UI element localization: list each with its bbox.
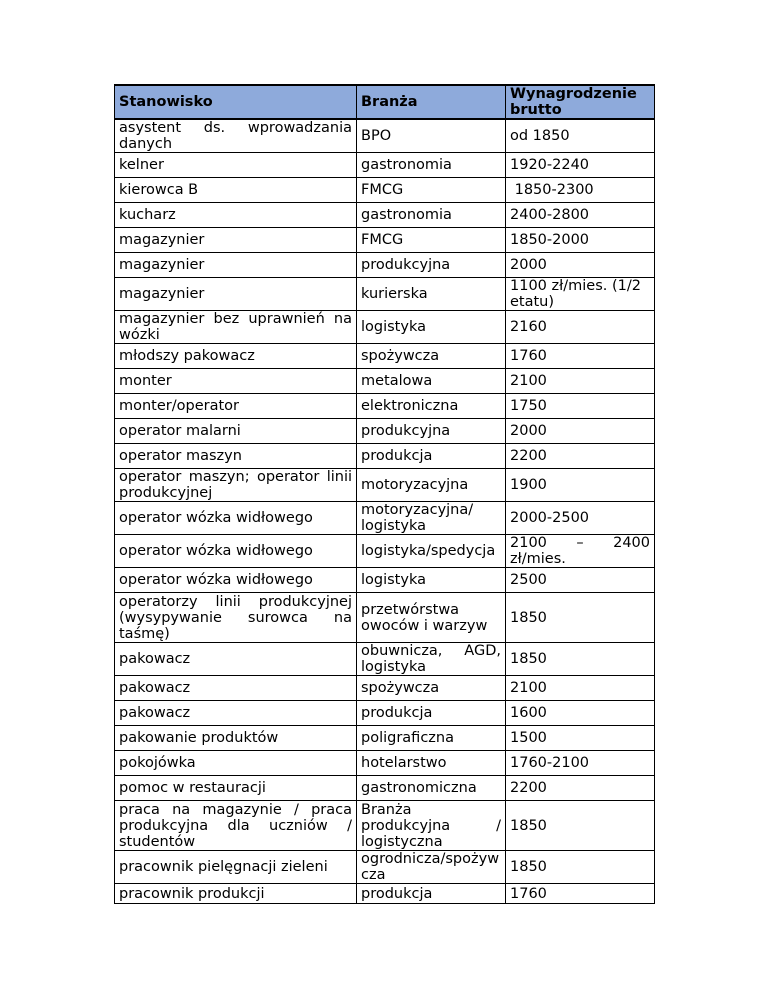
cell-position: pakowacz <box>115 701 357 726</box>
table-row <box>115 119 655 153</box>
cell-industry: logistyka/spedycja <box>357 535 506 568</box>
cell-salary: 2100 <box>506 369 655 394</box>
table-row <box>115 469 655 502</box>
cell-salary: 2200 <box>506 776 655 801</box>
cell-position: pracownik produkcji <box>115 884 357 904</box>
table-row <box>115 502 655 535</box>
cell-position: magazynier <box>115 228 357 253</box>
cell-industry: spożywcza <box>357 344 506 369</box>
cell-salary: 2000-2500 <box>506 502 655 535</box>
cell-salary: 2100 <box>506 676 655 701</box>
table-row <box>115 643 655 676</box>
cell-position: operator malarni <box>115 419 357 444</box>
table-row <box>115 535 655 568</box>
cell-position: kierowca B <box>115 178 357 203</box>
cell-industry: spożywcza <box>357 676 506 701</box>
table-row <box>115 751 655 776</box>
cell-position: operatorzy linii produkcyjnej (wysypywanie surowca na taśmę) <box>115 593 357 643</box>
table-row <box>115 178 655 203</box>
cell-position: pakowacz <box>115 643 357 676</box>
cell-position: praca na magazynie / praca produkcyjna dla uczniów / studentów <box>115 801 357 851</box>
cell-position: pakowacz <box>115 676 357 701</box>
cell-industry: logistyka <box>357 568 506 593</box>
cell-position: pokojówka <box>115 751 357 776</box>
cell-industry: gastronomiczna <box>357 776 506 801</box>
cell-position: asystent ds. wprowadzania danych <box>115 119 357 153</box>
cell-salary: 2160 <box>506 311 655 344</box>
cell-position: magazynier <box>115 278 357 311</box>
cell-salary: 1900 <box>506 469 655 502</box>
table-row <box>115 344 655 369</box>
cell-industry: hotelarstwo <box>357 751 506 776</box>
cell-position: pakowanie produktów <box>115 726 357 751</box>
cell-position: operator maszyn; operator linii produkcyjnej <box>115 469 357 502</box>
cell-position: młodszy pakowacz <box>115 344 357 369</box>
table-row <box>115 801 655 851</box>
cell-industry: produkcja <box>357 701 506 726</box>
table-row <box>115 676 655 701</box>
cell-salary: 2100 – 2400 zł/mies. <box>506 535 655 568</box>
table-row <box>115 311 655 344</box>
header-stanowisko: Stanowisko <box>115 85 357 119</box>
header-branza: Branża <box>357 85 506 119</box>
cell-position: magazynier bez uprawnień na wózki <box>115 311 357 344</box>
table-row <box>115 369 655 394</box>
table-row <box>115 278 655 311</box>
table-row <box>115 153 655 178</box>
cell-salary: 2500 <box>506 568 655 593</box>
cell-salary: 2000 <box>506 419 655 444</box>
cell-industry: logistyka <box>357 311 506 344</box>
cell-industry: FMCG <box>357 228 506 253</box>
cell-industry: gastronomia <box>357 153 506 178</box>
cell-salary: 2200 <box>506 444 655 469</box>
cell-position: kelner <box>115 153 357 178</box>
cell-industry: produkcyjna <box>357 253 506 278</box>
table-row <box>115 203 655 228</box>
cell-industry: BPO <box>357 119 506 153</box>
cell-salary: 2000 <box>506 253 655 278</box>
cell-salary: 1750 <box>506 394 655 419</box>
cell-industry: kurierska <box>357 278 506 311</box>
cell-position: kucharz <box>115 203 357 228</box>
cell-industry: produkcja <box>357 884 506 904</box>
table-row <box>115 253 655 278</box>
header-wynagrodzenie: Wynagrodzenie brutto <box>506 85 655 119</box>
cell-position: monter/operator <box>115 394 357 419</box>
table-row <box>115 419 655 444</box>
cell-position: monter <box>115 369 357 394</box>
cell-salary: 1600 <box>506 701 655 726</box>
table-row <box>115 568 655 593</box>
table-row <box>115 726 655 751</box>
cell-salary: od 1850 <box>506 119 655 153</box>
cell-industry: gastronomia <box>357 203 506 228</box>
cell-salary: 1850-2000 <box>506 228 655 253</box>
cell-salary: 1850 <box>506 643 655 676</box>
cell-position: operator wózka widłowego <box>115 535 357 568</box>
cell-industry: motoryzacyjna/ logistyka <box>357 502 506 535</box>
cell-salary: 1760 <box>506 884 655 904</box>
cell-salary: 1850 <box>506 801 655 851</box>
cell-industry: produkcja <box>357 444 506 469</box>
table-row <box>115 593 655 643</box>
cell-position: magazynier <box>115 253 357 278</box>
cell-salary: 1850 <box>506 593 655 643</box>
cell-industry: przetwórstwa owoców i warzyw <box>357 593 506 643</box>
table-row <box>115 776 655 801</box>
cell-position: pomoc w restauracji <box>115 776 357 801</box>
table-row <box>115 444 655 469</box>
table-header-row <box>115 85 655 119</box>
cell-industry: elektroniczna <box>357 394 506 419</box>
cell-industry: produkcyjna <box>357 419 506 444</box>
table-row <box>115 884 655 904</box>
table-row <box>115 851 655 884</box>
cell-industry: poligraficzna <box>357 726 506 751</box>
cell-salary: 2400-2800 <box>506 203 655 228</box>
cell-position: operator maszyn <box>115 444 357 469</box>
table-row <box>115 228 655 253</box>
cell-position: pracownik pielęgnacji zieleni <box>115 851 357 884</box>
cell-industry: Branża produkcyjna / logistyczna <box>357 801 506 851</box>
cell-salary: 1920-2240 <box>506 153 655 178</box>
table-row <box>115 701 655 726</box>
cell-industry: metalowa <box>357 369 506 394</box>
cell-salary: 1760-2100 <box>506 751 655 776</box>
cell-salary: 1500 <box>506 726 655 751</box>
salary-table <box>114 84 655 904</box>
table-row <box>115 394 655 419</box>
cell-industry: FMCG <box>357 178 506 203</box>
cell-salary: 1100 zł/mies. (1/2 etatu) <box>506 278 655 311</box>
cell-salary: 1850-2300 <box>506 178 655 203</box>
cell-salary: 1760 <box>506 344 655 369</box>
cell-salary: 1850 <box>506 851 655 884</box>
cell-industry: ogrodnicza/spożywcza <box>357 851 506 884</box>
cell-industry: obuwnicza, AGD, logistyka <box>357 643 506 676</box>
cell-position: operator wózka widłowego <box>115 502 357 535</box>
cell-industry: motoryzacyjna <box>357 469 506 502</box>
cell-position: operator wózka widłowego <box>115 568 357 593</box>
